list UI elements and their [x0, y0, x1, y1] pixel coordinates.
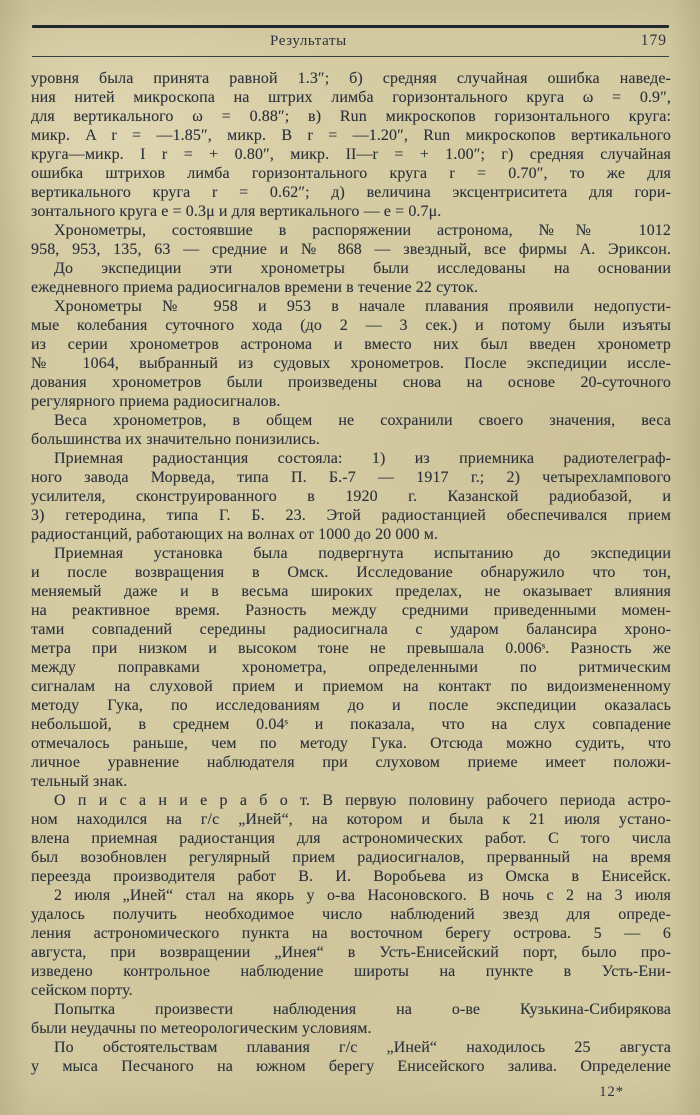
text-line: ния нитей микроскопа на штрих лимба горизонтального круга ω = 0.9″,: [31, 89, 671, 106]
text-line: Приемная радиостанция состояла: 1) из приемника радиотелеграф-: [54, 450, 671, 467]
text-line: зонтального круга e = 0.3μ и для вертикального — e = 0.7μ.: [31, 203, 442, 220]
text-line: По обстоятельствам плавания г/с „Иней“ находилось 25 августа: [54, 1039, 671, 1056]
header-row: [32, 29, 669, 51]
text-line: вертикального круга r = 0.62″; д) величина эксцентриситета для гори-: [31, 184, 671, 201]
text-line: был возобновлен регулярный прием радиосигналов, прерванный на время: [31, 849, 671, 866]
text-line: Попытка произвести наблюдения на о-ве Кузькина-Сибирякова: [54, 1001, 671, 1018]
header-rule-thin: [32, 56, 669, 57]
text-line: 2 июля „Иней“ стал на якорь у о-ва Насоновского. В ночь с 2 на 3 июля: [54, 887, 671, 904]
text-line: ления астрономического пункта на восточном берегу острова. 5 — 6: [31, 925, 671, 942]
text-line: уровня была принята равной 1.3″; б) средняя случайная ошибка наведе-: [31, 70, 671, 87]
page-header: [32, 0, 669, 51]
text-line: из серии хронометров астронома и вместо них был введен хронометр: [31, 336, 671, 353]
text-line: усилителя, сконструированного в 1920 г. Казанской радиобазой, и: [31, 488, 671, 505]
text-line: регулярного приема радиосигналов.: [31, 393, 281, 410]
text-line: дования хронометров были произведены снова на основе 20-суточного: [31, 374, 671, 391]
text-line: небольшой, в среднем 0.04ˢ и показала, что на слух совпадение: [31, 716, 671, 733]
text-line: 958, 953, 135, 63 — средние и № 868 — звездный, все фирмы А. Эриксон.: [31, 241, 671, 258]
page-number: 179: [640, 32, 667, 49]
text-line: изведено контрольное наблюдение широты на пункте в Усть-Ени-: [31, 963, 671, 980]
text-line: Хронометры № 958 и 953 в начале плавания проявили недопусти-: [54, 298, 671, 315]
text-line: 3) гетеродина, типа Г. Б. 23. Этой радиостанцией обеспечивался прием: [31, 507, 671, 524]
text-line: и после возвращения в Омск. Исследование обнаружило что тон,: [31, 564, 671, 581]
text-line: ежедневного приема радиосигналов времени в течение 22 суток.: [31, 279, 479, 296]
text-line: ошибка штрихов лимба горизонтального круга r = 0.70″, то же для: [31, 165, 671, 182]
text-line: Приемная установка была подвергнута испытанию до экспедиции: [54, 545, 671, 562]
text-line: на реактивное время. Разность между средними приведенными момен-: [31, 602, 671, 619]
text-line: микр. A r = —1.85″, микр. B r = —1.20″, Run микроскопов вертикального: [31, 127, 671, 144]
text-line: у мыса Песчаного на южном берегу Енисейского залива. Определение: [31, 1058, 671, 1075]
text-line: тельный знак.: [31, 773, 128, 790]
signature-mark: 12*: [599, 1084, 624, 1100]
text-line: радиостанций, работающих на волнах от 1000 до 20 000 м.: [31, 526, 439, 543]
text-line: круга—микр. I r = + 0.80″, микр. II—r = + 1.00″; г) средняя случайная: [31, 146, 671, 163]
text-line: Хронометры, состоявшие в распоряжении астронома, №№ 1012: [54, 222, 671, 239]
running-title: Результаты: [270, 33, 347, 49]
text-line: личное уравнение наблюдателя при слуховом приеме имеет положи-: [31, 754, 671, 771]
text-line: меняемый даже и в весьма широких пределах, не оказывает влияния: [31, 583, 671, 600]
text-line: удалось получить необходимое число наблюдений звезд для опреде-: [31, 906, 671, 923]
header-rule-thick: [32, 25, 669, 28]
text-line: августа, при возвращении „Инея“ в Усть-Енисейский порт, было про-: [31, 944, 671, 961]
text-line: сигналам на слуховой прием и приемом на контакт по видоизмененному: [31, 678, 671, 695]
text-line: Веса хронометров, в общем не сохранили своего значения, веса: [54, 412, 671, 429]
text-line: тами совпадений середины радиосигнала с ударом балансира хроно-: [31, 621, 671, 638]
text-line: отмечалось раньше, чем по методу Гука. Отсюда можно судить, что: [31, 735, 671, 752]
text-line: О п и с а н и е р а б о т. В первую половину рабочего периода астро-: [54, 792, 671, 809]
text-line: мые колебания суточного хода (до 2 — 3 сек.) и потому были изъяты: [31, 317, 671, 334]
text-line: между поправками хронометра, определенными по ритмическим: [31, 659, 671, 676]
text-line: № 1064, выбранный из судовых хронометров. После экспедиции иссле-: [31, 355, 671, 372]
text-line: были неудачны по метеорологическим условиям.: [31, 1020, 372, 1037]
text-line: переезда производителя работ В. И. Воробьева из Омска в Енисейск.: [31, 868, 671, 885]
page-body-text: [31, 69, 671, 1076]
text-line: ного завода Морведа, типа П. Б.-7 — 1917 г.; 2) четырехлампового: [31, 469, 671, 486]
text-line: метра при низком и высоком тоне не превышала 0.006ˢ. Разность же: [31, 640, 671, 657]
text-line: До экспедиции эти хронометры были исследованы на основании: [54, 260, 671, 277]
text-line: методу Гука, по исследованиям до и после экспедиции оказалась: [31, 697, 671, 714]
text-line: ном находился на г/с „Иней“, на котором и была к 21 июля устано-: [31, 811, 671, 828]
text-line: влена приемная радиостанция для астрономических работ. С того числа: [31, 830, 671, 847]
text-line: большинства их значительно понизились.: [31, 431, 320, 448]
text-line: сейском порту.: [31, 982, 133, 999]
text-line: для вертикального ω = 0.88″; в) Run микроскопов горизонтального круга:: [31, 108, 671, 125]
page-footer: [599, 1084, 624, 1101]
